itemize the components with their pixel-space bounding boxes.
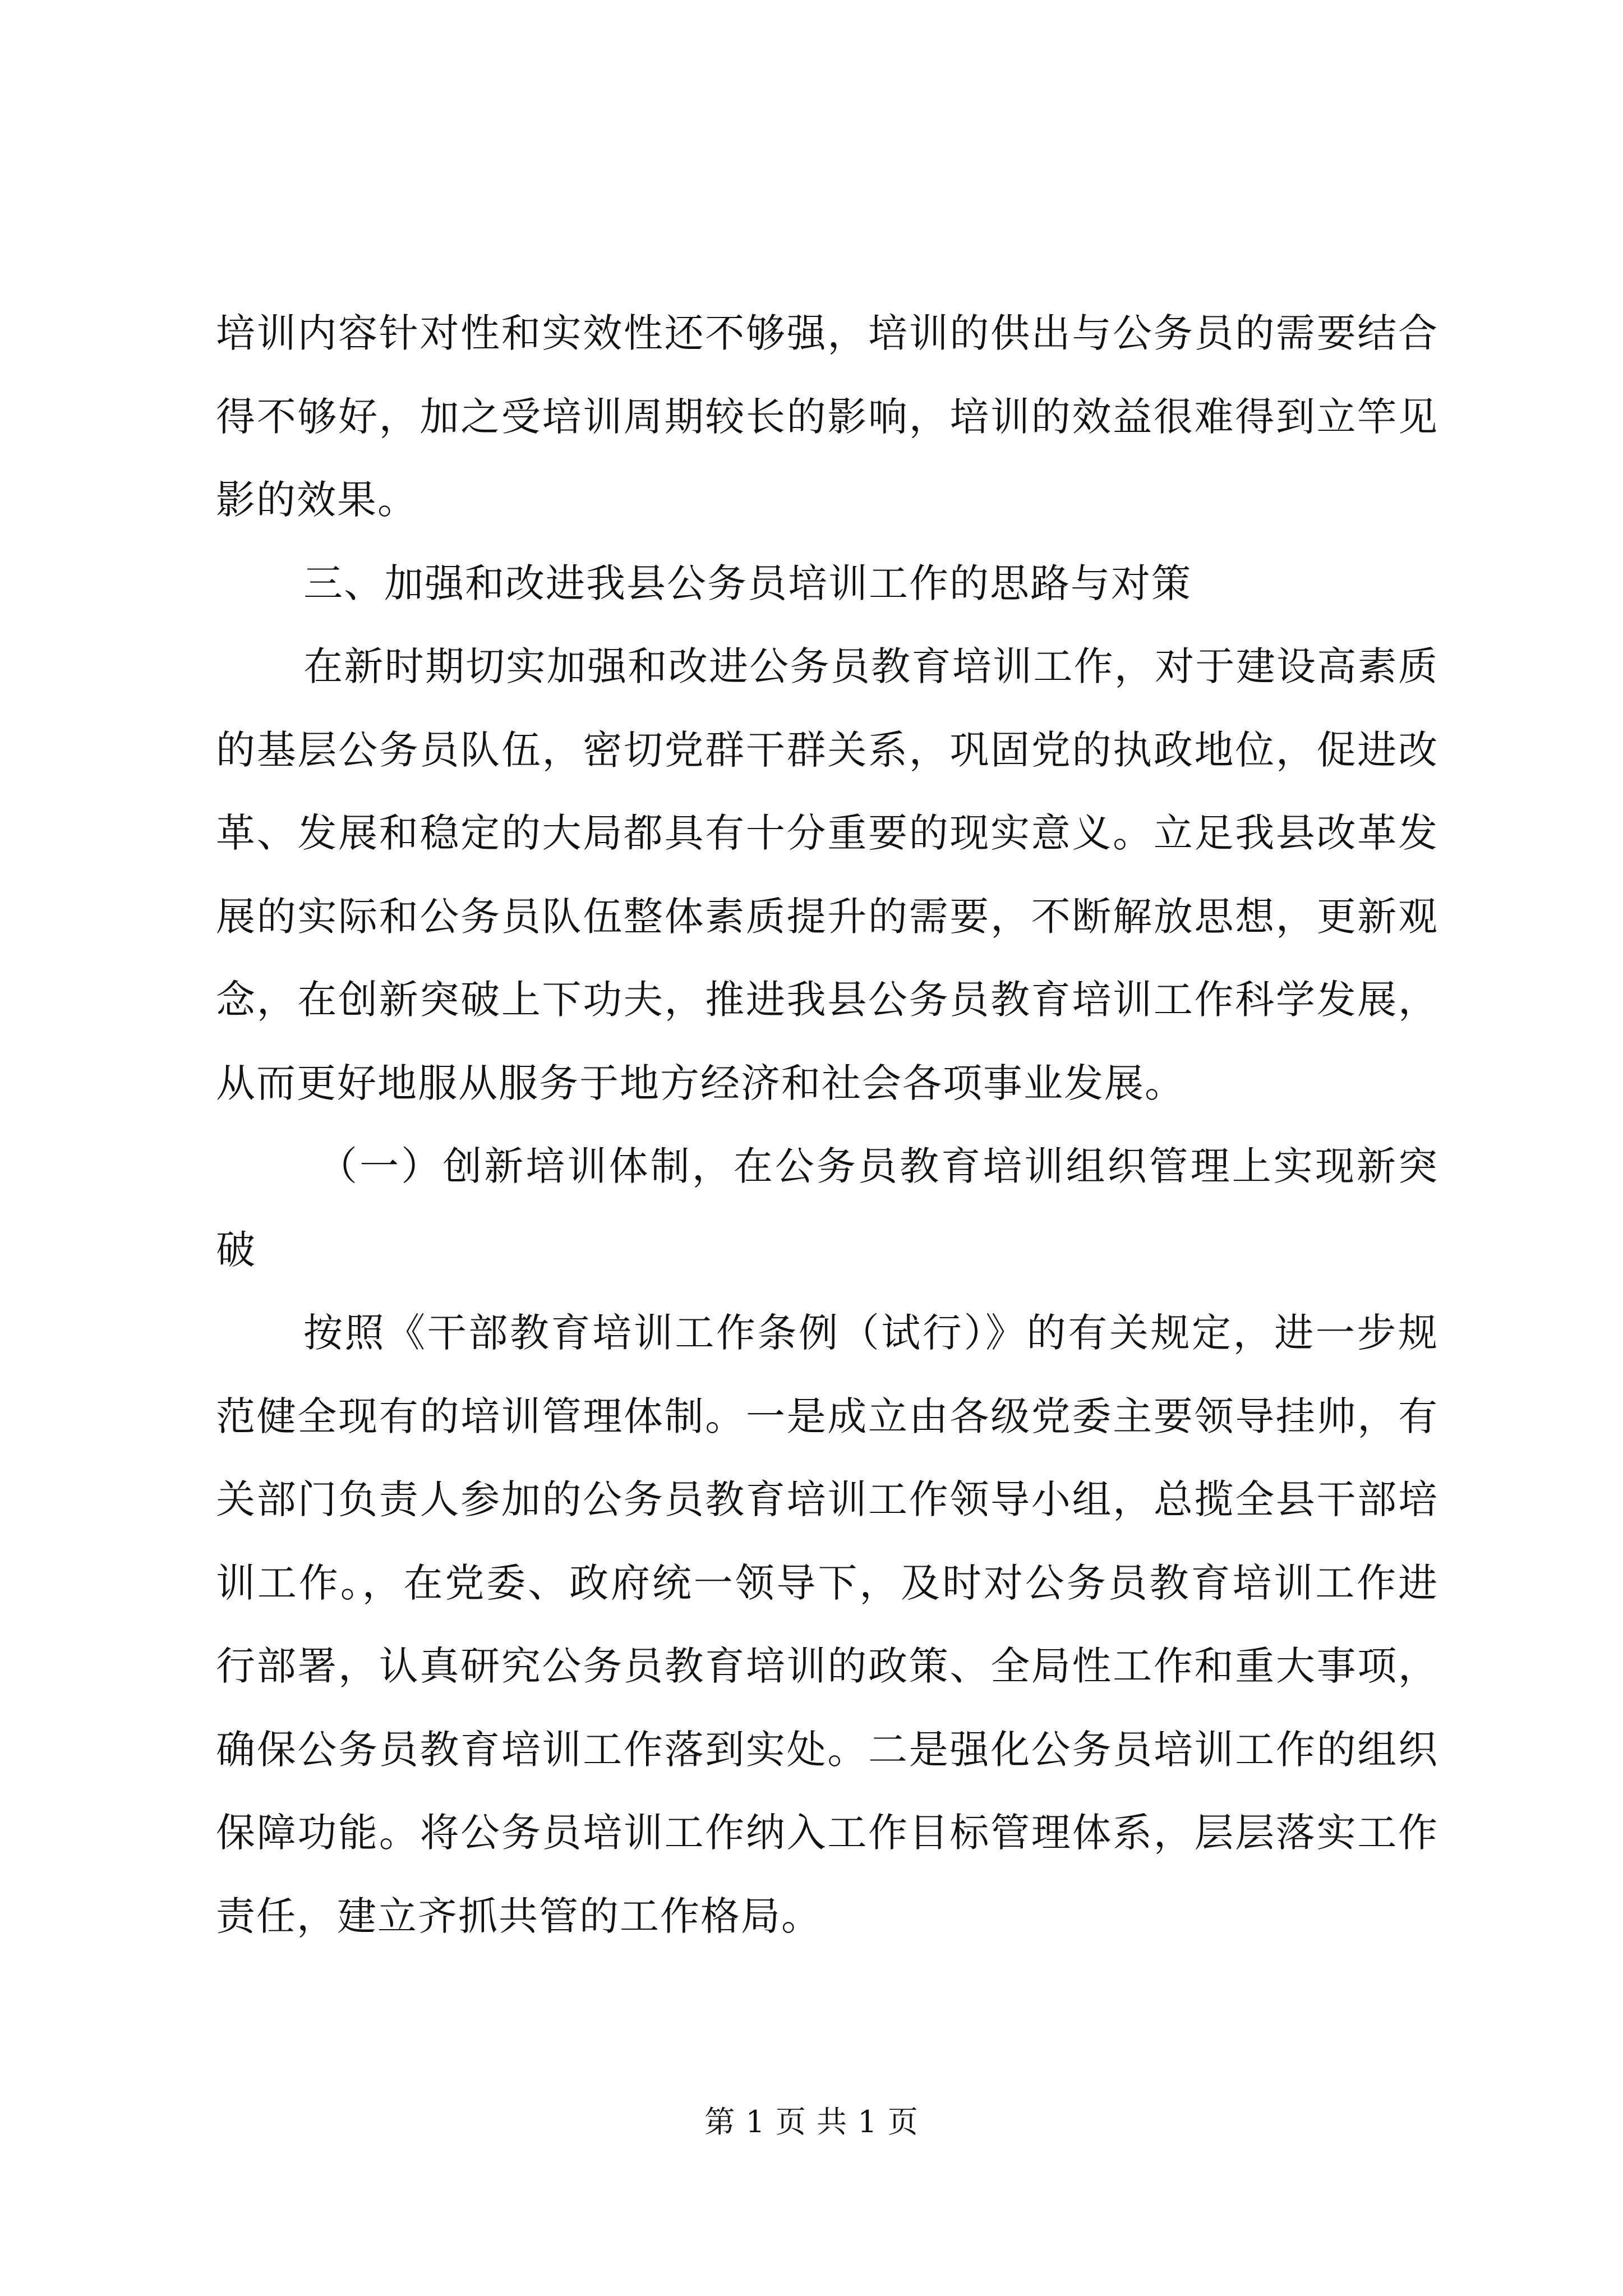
paragraph-body: 按照《干部教育培训工作条例（试行）》的有关规定，进一步规范健全现有的培训管理体制。一是成立由各级党委主要领导挂帅，有关部门负责人参加的公务员教育培训工作领导小组，总揽全县干部培训工作。，在党委、政府统一领导下，及时对公务员教育培训工作进行部署，认真研究公务员教育培训的政策、全局性工作和重大事项，确保公务员教育培训工作落到实处。二是强化公务员培训工作的组织保障功能。将公务员培训工作纳入工作目标管理体系，层层落实工作责任，建立齐抓共管的工作格局。 xyxy=(216,1310,1438,1939)
subsection-heading: （一）创新培训体制，在公务员教育培训组织管理上实现新突破 xyxy=(216,1143,1438,1273)
document-body xyxy=(216,292,1438,1958)
paragraph-continuation: 培训内容针对性和实效性还不够强，培训的供出与公务员的需要结合得不够好，加之受培训周期较长的影响，培训的效益很难得到立竿见影的效果。 xyxy=(216,310,1438,523)
section-heading: 三、加强和改进我县公务员培训工作的思路与对策 xyxy=(303,560,1192,606)
page-footer: 第 1 页 共 1 页 xyxy=(704,2104,919,2139)
paragraph-intro: 在新时期切实加强和改进公务员教育培训工作，对于建设高素质的基层公务员队伍，密切党群干群关系，巩固党的执政地位，促进改革、发展和稳定的大局都具有十分重要的现实意义。立足我县改革发展的实际和公务员队伍整体素质提升的需要，不断解放思想，更新观念，在创新突破上下功夫，推进我县公务员教育培训工作科学发展，从而更好地服从服务于地方经济和社会各项事业发展。 xyxy=(216,643,1438,1106)
